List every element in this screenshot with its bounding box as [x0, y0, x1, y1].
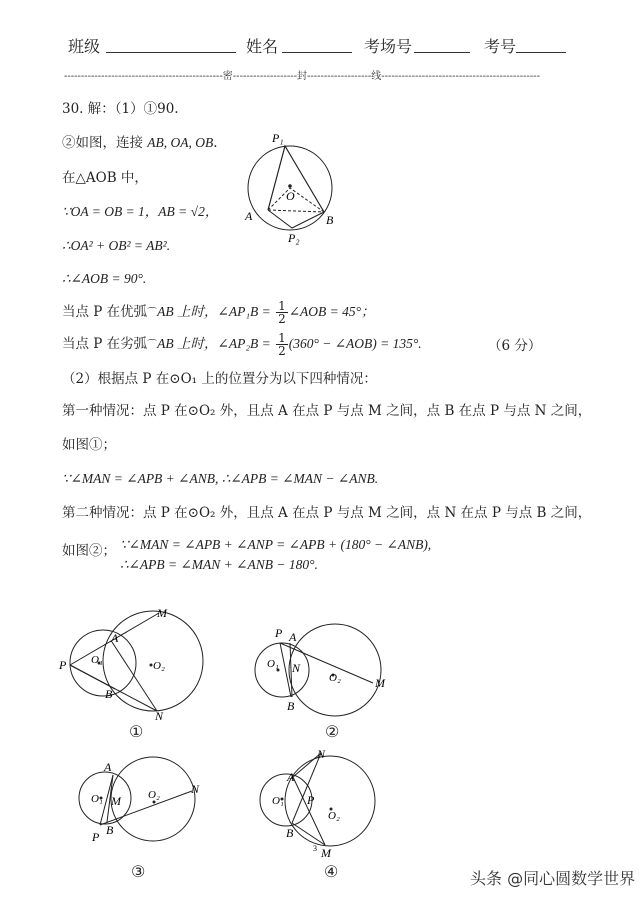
label-m: M — [157, 606, 167, 620]
major-arc-a: 当点 P 在优弧 — [62, 304, 148, 320]
line-case2-eq1: ∵∠MAN = ∠APB + ∠ANP = ∠APB + (180° − ∠ANB), — [120, 537, 432, 552]
line-fig2-ref: 如图②； — [62, 543, 116, 559]
frac-half-1 — [276, 300, 288, 325]
line-case1: 第一种情况：点 P 在⊙O₂ 外，且点 A 在点 P 与点 M 之间，点 B 在点 P 与点 N 之间， — [62, 403, 592, 419]
label-o1: O₁ — [91, 793, 103, 805]
label-n: N — [317, 747, 326, 761]
label-b: B — [287, 699, 295, 713]
label-n: N — [191, 782, 200, 796]
label-a: A — [111, 631, 119, 645]
center-o-dot — [288, 184, 292, 188]
line-case2: 第二种情况：点 P 在⊙O₂ 外，且点 A 在点 P 与点 M 之间，点 N 在点 P 与点 B 之间， — [62, 505, 592, 521]
class-label: 班级 — [68, 37, 101, 56]
figure-2 — [245, 615, 390, 720]
radius-ob — [290, 188, 324, 212]
line-connect-vars: AB, OA, OB — [147, 135, 214, 150]
label-o2: O₂ — [329, 672, 341, 684]
label-a: A — [287, 770, 295, 784]
label-a: A — [289, 630, 297, 644]
label-o2: O₂ — [148, 789, 160, 801]
line-pythag: ∴OA² + OB² = AB². — [62, 238, 171, 253]
figure-2-caption: ② — [325, 722, 340, 741]
label-p: P — [275, 626, 283, 640]
label-m: M — [111, 794, 121, 808]
line-major-arc: 当点 P 在优弧⌒AB 上时，∠AP₁B = $\frac{1}{2}$ ∠AOB = 45°； — [62, 299, 375, 326]
class-field[interactable] — [106, 52, 236, 53]
circle-o2 — [285, 756, 375, 846]
label-p: P — [92, 830, 100, 844]
label-b: B — [326, 213, 334, 227]
q-prefix: 30. 解：（1）①90. — [62, 101, 179, 117]
label-b: B — [106, 823, 114, 837]
frac-half-2 — [276, 332, 288, 357]
line-minor-arc: 当点 P 在劣弧⌒AB 上时，∠AP₂B = $\frac{1}{2}$ (360° − ∠AOB) = 135°. — [62, 331, 422, 358]
line-fig1-ref: 如图①； — [62, 437, 116, 453]
circle-figure-top — [240, 128, 340, 248]
seal-line: -----------------------------------------------密-------------------封-------------------线----------------------------------------------- — [64, 71, 541, 82]
score: （6 分） — [488, 338, 542, 354]
line-cases-intro: （2）根据点 P 在⊙O₁ 上的位置分为以下四种情况： — [62, 371, 377, 387]
label-n: N — [155, 709, 164, 720]
label-p: P — [307, 793, 315, 807]
chord-ab — [268, 210, 324, 212]
line-case1-eq: ∵∠MAN = ∠APB + ∠ANB, ∴∠APB = ∠MAN − ∠ANB. — [62, 471, 379, 486]
figure-1-caption: ① — [129, 722, 144, 741]
label-p1: P₁ — [272, 131, 284, 145]
minor-arc-b: AB 上时，∠AP₂B = — [157, 336, 271, 351]
label-o2: O₂ — [328, 810, 340, 822]
figure-3 — [70, 755, 215, 850]
room-field[interactable] — [414, 52, 470, 53]
frac-num-1: 1 — [278, 299, 286, 313]
line-connect-text: ②如图，连接 — [62, 135, 143, 151]
figure-1 — [55, 605, 215, 720]
label-o1: O₁ — [267, 658, 279, 670]
line-connect: ②如图，连接 AB, OA, OB. — [62, 135, 218, 151]
label-p: P — [59, 658, 67, 672]
label-a: A — [104, 760, 112, 774]
label-o: O — [286, 189, 295, 203]
minor-arc-c: (360° − ∠AOB) = 135°. — [288, 336, 422, 351]
line-case2-eq2: ∴∠APB = ∠MAN + ∠ANB − 180°. — [120, 557, 318, 572]
label-b: B — [286, 826, 294, 840]
label-n: N — [292, 661, 301, 675]
label-m: M — [321, 846, 331, 860]
name-field[interactable] — [282, 52, 352, 53]
figure-4 — [255, 745, 385, 860]
label-o2: O₂ — [153, 660, 165, 672]
label-b: B — [105, 687, 113, 701]
room-label: 考场号 — [364, 37, 413, 56]
label-o1: O₁ — [91, 654, 103, 666]
frac-den-2: 2 — [278, 344, 286, 358]
major-arc-c: ∠AOB = 45°； — [288, 304, 375, 319]
line-pb — [70, 665, 115, 689]
frac-den-1: 2 — [278, 312, 286, 326]
label-m: M — [375, 676, 385, 690]
line-in-triangle: 在△AOB 中， — [62, 170, 148, 186]
label-p2: P₂ — [288, 231, 300, 245]
frac-num-2: 1 — [278, 331, 286, 345]
label-small-3: 3 — [313, 844, 317, 853]
exam-header — [0, 30, 640, 60]
number-field[interactable] — [516, 52, 566, 53]
label-a: A — [245, 209, 253, 223]
number-label: 考号 — [484, 37, 517, 56]
figure-3-caption: ③ — [131, 862, 146, 881]
line-right-angle: ∴∠AOB = 90°. — [62, 271, 147, 286]
name-label: 姓名 — [246, 37, 279, 56]
figure-4-caption: ④ — [324, 862, 339, 881]
major-arc-b: AB 上时，∠AP₁B = — [157, 304, 271, 319]
line-given: ∵OA = OB = 1，AB = √2， — [62, 204, 219, 219]
triangle-ap2b — [268, 210, 324, 228]
minor-arc-a: 当点 P 在劣弧 — [62, 336, 148, 352]
watermark: 头条 @同心圆数学世界 — [470, 869, 636, 888]
label-o1: O₁ — [272, 795, 284, 807]
line-nb — [292, 753, 321, 823]
circle-o2 — [289, 624, 381, 716]
